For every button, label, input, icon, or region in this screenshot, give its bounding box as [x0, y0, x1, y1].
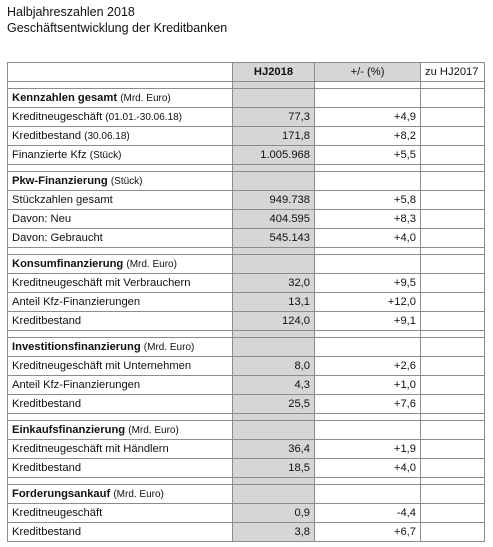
section-change-empty	[315, 421, 421, 440]
row-label-cell	[8, 376, 233, 395]
section-value-empty	[233, 172, 315, 191]
section-heading: Investitionsfinanzierung	[12, 340, 141, 353]
table-row	[8, 108, 485, 127]
column-header-compare: zu HJ2017	[421, 63, 485, 82]
row-label: Anteil Kfz-Finanzierungen	[12, 295, 141, 308]
table-row	[8, 376, 485, 395]
section-heading-cell	[8, 421, 233, 440]
row-label: Kreditbestand	[12, 461, 82, 474]
row-value: 8,0	[233, 357, 315, 376]
row-compare-empty	[421, 191, 485, 210]
section-value-empty	[233, 89, 315, 108]
section-heading-cell	[8, 89, 233, 108]
row-change: +4,0	[315, 459, 421, 478]
row-label: Davon: Gebraucht	[12, 231, 103, 244]
row-change: -4,4	[315, 504, 421, 523]
section-change-empty	[315, 255, 421, 274]
section-change-empty	[315, 89, 421, 108]
row-change: +8,2	[315, 127, 421, 146]
report-header	[7, 4, 227, 36]
row-value: 4,3	[233, 376, 315, 395]
row-compare-empty	[421, 312, 485, 331]
spacer-cell	[8, 165, 233, 172]
row-change: +9,5	[315, 274, 421, 293]
row-label: Stückzahlen gesamt	[12, 193, 113, 206]
table-row	[8, 459, 485, 478]
row-label-cell	[8, 504, 233, 523]
section-heading: Pkw-Finanzierung	[12, 174, 108, 187]
spacer-cell	[233, 478, 315, 485]
row-label-cell	[8, 127, 233, 146]
row-compare-empty	[421, 357, 485, 376]
row-label: Kreditbestand	[12, 129, 82, 142]
row-label: Finanzierte Kfz	[12, 148, 87, 161]
table-row	[8, 523, 485, 542]
section-unit: (Stück)	[110, 175, 143, 187]
row-change: +8,3	[315, 210, 421, 229]
section-heading-cell	[8, 485, 233, 504]
row-value: 124,0	[233, 312, 315, 331]
section-spacer	[8, 248, 485, 255]
section-header-row	[8, 485, 485, 504]
spacer-cell	[233, 331, 315, 338]
section-unit: (Mrd. Euro)	[143, 341, 195, 353]
row-label-cell	[8, 274, 233, 293]
row-label-cell	[8, 229, 233, 248]
row-change: +1,9	[315, 440, 421, 459]
section-unit: (Mrd. Euro)	[128, 424, 179, 436]
table-row	[8, 146, 485, 165]
spacer-cell	[315, 331, 421, 338]
row-compare-empty	[421, 440, 485, 459]
row-change: +5,8	[315, 191, 421, 210]
row-value: 404.595	[233, 210, 315, 229]
row-compare-empty	[421, 229, 485, 248]
table-row	[8, 440, 485, 459]
spacer-cell	[421, 478, 485, 485]
section-heading-cell	[8, 255, 233, 274]
figures-table	[7, 62, 485, 542]
column-header-change: +/- (%)	[315, 63, 421, 82]
section-unit: (Mrd. Euro)	[113, 488, 164, 500]
row-label-cell	[8, 293, 233, 312]
row-change: +7,6	[315, 395, 421, 414]
spacer-cell	[8, 331, 233, 338]
section-value-empty	[233, 421, 315, 440]
section-change-empty	[315, 485, 421, 504]
spacer-cell	[421, 248, 485, 255]
spacer-cell	[8, 414, 233, 421]
spacer-cell	[421, 165, 485, 172]
report-title: Halbjahreszahlen 2018	[7, 5, 135, 19]
row-label-cell	[8, 459, 233, 478]
table-row	[8, 395, 485, 414]
row-value: 13,1	[233, 293, 315, 312]
section-spacer	[8, 478, 485, 485]
row-label: Kreditneugeschäft mit Unternehmen	[12, 359, 192, 372]
row-label: Davon: Neu	[12, 212, 72, 225]
spacer-cell	[315, 165, 421, 172]
table-row	[8, 293, 485, 312]
section-compare-empty	[421, 338, 485, 357]
row-value: 949.738	[233, 191, 315, 210]
row-change: +6,7	[315, 523, 421, 542]
table-row	[8, 191, 485, 210]
row-value: 3,8	[233, 523, 315, 542]
row-label: Kreditneugeschäft	[12, 110, 103, 123]
row-value: 32,0	[233, 274, 315, 293]
spacer-cell	[233, 82, 315, 89]
row-compare-empty	[421, 376, 485, 395]
row-label-cell	[8, 440, 233, 459]
spacer-cell	[315, 414, 421, 421]
row-label: Kreditneugeschäft mit Verbrauchern	[12, 276, 191, 289]
section-change-empty	[315, 172, 421, 191]
section-heading: Forderungsankauf	[12, 487, 111, 500]
row-label: Kreditbestand	[12, 397, 82, 410]
row-change: +5,5	[315, 146, 421, 165]
row-change: +4,0	[315, 229, 421, 248]
row-label: Kreditneugeschäft	[12, 506, 103, 519]
row-label: Kreditbestand	[12, 314, 82, 327]
section-compare-empty	[421, 172, 485, 191]
spacer-cell	[8, 82, 233, 89]
table-row	[8, 504, 485, 523]
row-compare-empty	[421, 210, 485, 229]
section-spacer	[8, 165, 485, 172]
spacer-cell	[8, 248, 233, 255]
section-heading: Einkaufsfinanzierung	[12, 423, 126, 436]
row-compare-empty	[421, 146, 485, 165]
table-row	[8, 357, 485, 376]
row-label-cell	[8, 523, 233, 542]
section-header-row	[8, 338, 485, 357]
row-change: +12,0	[315, 293, 421, 312]
row-value: 0,9	[233, 504, 315, 523]
row-label-cell	[8, 108, 233, 127]
row-label-cell	[8, 146, 233, 165]
table-row	[8, 229, 485, 248]
row-change: +2,6	[315, 357, 421, 376]
row-label-cell	[8, 357, 233, 376]
section-heading: Kennzahlen gesamt	[12, 91, 118, 104]
row-compare-empty	[421, 127, 485, 146]
row-value: 18,5	[233, 459, 315, 478]
row-label: Kreditbestand	[12, 525, 82, 538]
table-header-row	[8, 63, 485, 82]
row-value: 1.005.968	[233, 146, 315, 165]
row-label-cell	[8, 395, 233, 414]
row-label-cell	[8, 191, 233, 210]
section-spacer	[8, 414, 485, 421]
table-row	[8, 210, 485, 229]
spacer-cell	[315, 248, 421, 255]
section-header-row	[8, 89, 485, 108]
section-compare-empty	[421, 255, 485, 274]
section-compare-empty	[421, 485, 485, 504]
row-compare-empty	[421, 504, 485, 523]
section-spacer	[8, 82, 485, 89]
section-unit: (Mrd. Euro)	[126, 258, 177, 270]
section-change-empty	[315, 338, 421, 357]
header-blank-cell	[8, 63, 233, 82]
section-spacer	[8, 331, 485, 338]
spacer-cell	[233, 414, 315, 421]
section-unit: (Mrd. Euro)	[120, 92, 171, 104]
spacer-cell	[233, 248, 315, 255]
row-note: (Stück)	[89, 149, 122, 161]
row-compare-empty	[421, 293, 485, 312]
column-header-value: HJ2018	[233, 63, 315, 82]
row-note: (01.01.-30.06.18)	[105, 111, 183, 123]
section-value-empty	[233, 255, 315, 274]
section-heading-cell	[8, 338, 233, 357]
spacer-cell	[8, 478, 233, 485]
spacer-cell	[315, 478, 421, 485]
report-subtitle: Geschäftsentwicklung der Kreditbanken	[7, 21, 228, 35]
row-change: +4,9	[315, 108, 421, 127]
row-label: Kreditneugeschäft mit Händlern	[12, 442, 169, 455]
spacer-cell	[233, 165, 315, 172]
row-value: 77,3	[233, 108, 315, 127]
row-value: 171,8	[233, 127, 315, 146]
section-value-empty	[233, 485, 315, 504]
spacer-cell	[421, 82, 485, 89]
spacer-cell	[315, 82, 421, 89]
row-compare-empty	[421, 108, 485, 127]
table-row	[8, 127, 485, 146]
row-compare-empty	[421, 395, 485, 414]
section-value-empty	[233, 338, 315, 357]
section-header-row	[8, 172, 485, 191]
row-compare-empty	[421, 523, 485, 542]
spacer-cell	[421, 414, 485, 421]
section-heading-cell	[8, 172, 233, 191]
row-value: 25,5	[233, 395, 315, 414]
table-row	[8, 274, 485, 293]
row-note: (30.06.18)	[84, 130, 130, 142]
row-compare-empty	[421, 274, 485, 293]
section-header-row	[8, 255, 485, 274]
row-label-cell	[8, 312, 233, 331]
row-change: +1,0	[315, 376, 421, 395]
section-heading: Konsumfinanzierung	[12, 257, 124, 270]
row-change: +9,1	[315, 312, 421, 331]
section-compare-empty	[421, 421, 485, 440]
row-compare-empty	[421, 459, 485, 478]
row-label: Anteil Kfz-Finanzierungen	[12, 378, 141, 391]
table-row	[8, 312, 485, 331]
section-compare-empty	[421, 89, 485, 108]
section-header-row	[8, 421, 485, 440]
spacer-cell	[421, 331, 485, 338]
table-body	[8, 82, 485, 542]
row-label-cell	[8, 210, 233, 229]
row-value: 545.143	[233, 229, 315, 248]
row-value: 36,4	[233, 440, 315, 459]
